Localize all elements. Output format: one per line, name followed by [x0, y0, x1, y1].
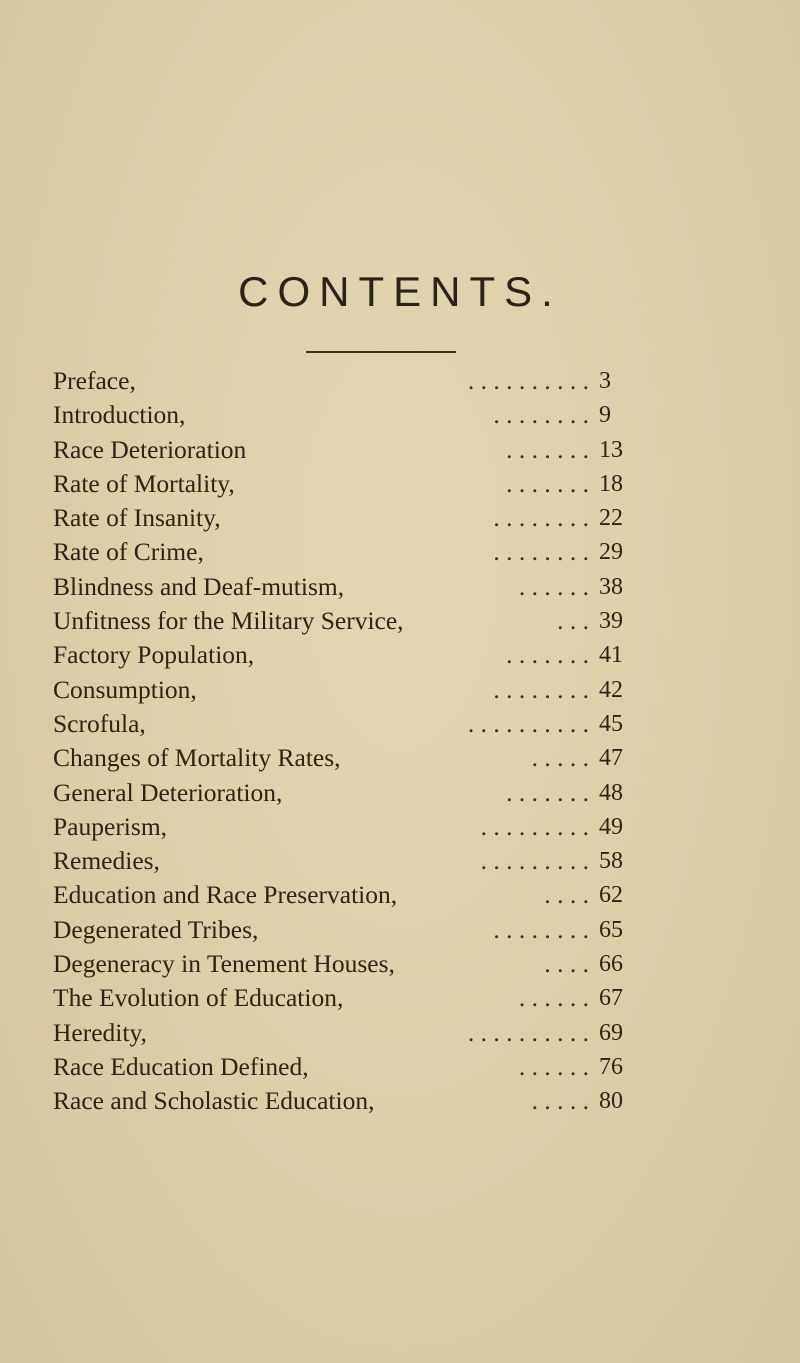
toc-entry-page-number: 41 [599, 642, 623, 669]
heading-divider [306, 351, 456, 353]
toc-entry-title: Blindness and Deaf-mutism, [53, 571, 345, 601]
toc-leader-dots: . . . . . . [518, 983, 589, 1013]
toc-leader-dots: . . . . . . . . . [480, 811, 589, 841]
toc-entry-title: Changes of Mortality Rates, [53, 743, 341, 773]
toc-leader-dots: . . . . . . . . . . [467, 708, 589, 738]
toc-entry-page-number: 65 [599, 916, 623, 943]
toc-entry-title: General Deterioration, [53, 777, 283, 807]
toc-leader-dots: . . . . . . . . . [480, 846, 589, 876]
toc-entry [53, 1050, 649, 1084]
toc-entry-page-number: 42 [599, 676, 623, 703]
toc-leader-dots: . . . . . . . . . . [467, 1017, 589, 1047]
toc-entry [53, 913, 649, 947]
toc-entry-title: Scrofula, [53, 708, 146, 738]
toc-leader-dots: . . . . . . . [506, 434, 589, 464]
toc-entry-page-number: 66 [599, 951, 623, 978]
toc-entry-page-number: 39 [599, 608, 623, 635]
toc-entry-title: Unfitness for the Military Service, [53, 606, 404, 636]
toc-entry-title: Preface, [53, 366, 136, 395]
toc-entry [53, 1016, 649, 1050]
toc-leader-dots: . . . [557, 606, 589, 636]
toc-entry-page-number: 69 [599, 1019, 623, 1046]
toc-entry-page-number: 62 [599, 882, 623, 909]
toc-entry [53, 604, 649, 638]
toc-entry-title: The Evolution of Education, [53, 983, 344, 1013]
toc-entry-page-number: 29 [599, 539, 623, 566]
toc-entry-page-number: 58 [599, 848, 623, 875]
toc-entry-page-number: 18 [599, 470, 623, 497]
toc-entry-title: Consumption, [53, 674, 197, 704]
toc-entry [53, 1084, 649, 1118]
toc-entry-title: Education and Race Preservation, [53, 880, 398, 910]
toc-entry-page-number: 47 [599, 745, 623, 772]
toc-entry-page-number: 3 [599, 368, 611, 394]
toc-entry-page-number: 76 [599, 1053, 623, 1080]
toc-leader-dots: . . . . . . . . [493, 503, 589, 533]
toc-leader-dots: . . . . . . . . [493, 537, 589, 567]
toc-leader-dots: . . . . . . [518, 1051, 589, 1081]
toc-entry-page-number: 13 [599, 436, 623, 463]
toc-leader-dots: . . . . . [531, 1086, 589, 1116]
toc-entry-page-number: 49 [599, 813, 623, 840]
toc-entry-page-number: 9 [599, 402, 611, 429]
toc-entry-title: Rate of Crime, [53, 537, 204, 567]
toc-leader-dots: . . . . [544, 880, 589, 910]
toc-entry [53, 364, 649, 398]
toc-entry [53, 741, 649, 775]
toc-entry-title: Degenerated Tribes, [53, 914, 259, 944]
toc-leader-dots: . . . . . . . . [493, 914, 589, 944]
toc-leader-dots: . . . . . . . . [493, 674, 589, 704]
toc-entry [53, 398, 649, 432]
toc-entry [53, 535, 649, 569]
toc-entry-title: Heredity, [53, 1017, 147, 1047]
toc-entry [53, 673, 649, 707]
toc-entry-title: Factory Population, [53, 640, 255, 670]
toc-entry-title: Degeneracy in Tenement Houses, [53, 949, 395, 979]
toc-leader-dots: . . . . . . [518, 571, 589, 601]
toc-entry-title: Introduction, [53, 400, 186, 430]
toc-entry [53, 501, 649, 535]
toc-entry-title: Rate of Insanity, [53, 503, 221, 533]
toc-entry-page-number: 67 [599, 985, 623, 1012]
toc-entry-page-number: 80 [599, 1088, 623, 1115]
toc-entry-title: Race Education Defined, [53, 1051, 309, 1081]
toc-entry-page-number: 48 [599, 779, 623, 806]
toc-entry [53, 570, 649, 604]
toc-entry-title: Remedies, [53, 846, 160, 876]
toc-entry-title: Race Deterioration [53, 434, 247, 464]
toc-leader-dots: . . . . [544, 949, 589, 979]
toc-entry-page-number: 38 [599, 573, 623, 600]
toc-entry [53, 467, 649, 501]
toc-entry-page-number: 45 [599, 710, 623, 737]
toc-entry [53, 433, 649, 467]
toc-entry [53, 776, 649, 810]
toc-entry-title: Pauperism, [53, 811, 168, 841]
toc-leader-dots: . . . . . . . [506, 777, 589, 807]
toc-leader-dots: . . . . . [531, 743, 589, 773]
toc-entry-page-number: 22 [599, 505, 623, 532]
toc-entry-title: Rate of Mortality, [53, 468, 235, 498]
toc-entry-title: Race and Scholastic Education, [53, 1086, 375, 1116]
toc-entry [53, 844, 649, 878]
toc-entry [53, 707, 649, 741]
toc-entry [53, 981, 649, 1015]
toc-leader-dots: . . . . . . . [506, 640, 589, 670]
toc-entry [53, 810, 649, 844]
toc-leader-dots: . . . . . . . . [493, 400, 589, 430]
table-of-contents [53, 364, 649, 1119]
toc-entry [53, 878, 649, 912]
toc-leader-dots: . . . . . . . [506, 468, 589, 498]
toc-entry [53, 947, 649, 981]
contents-heading: CONTENTS. [238, 268, 562, 315]
toc-leader-dots: . . . . . . . . . . [467, 366, 589, 395]
toc-entry [53, 638, 649, 672]
